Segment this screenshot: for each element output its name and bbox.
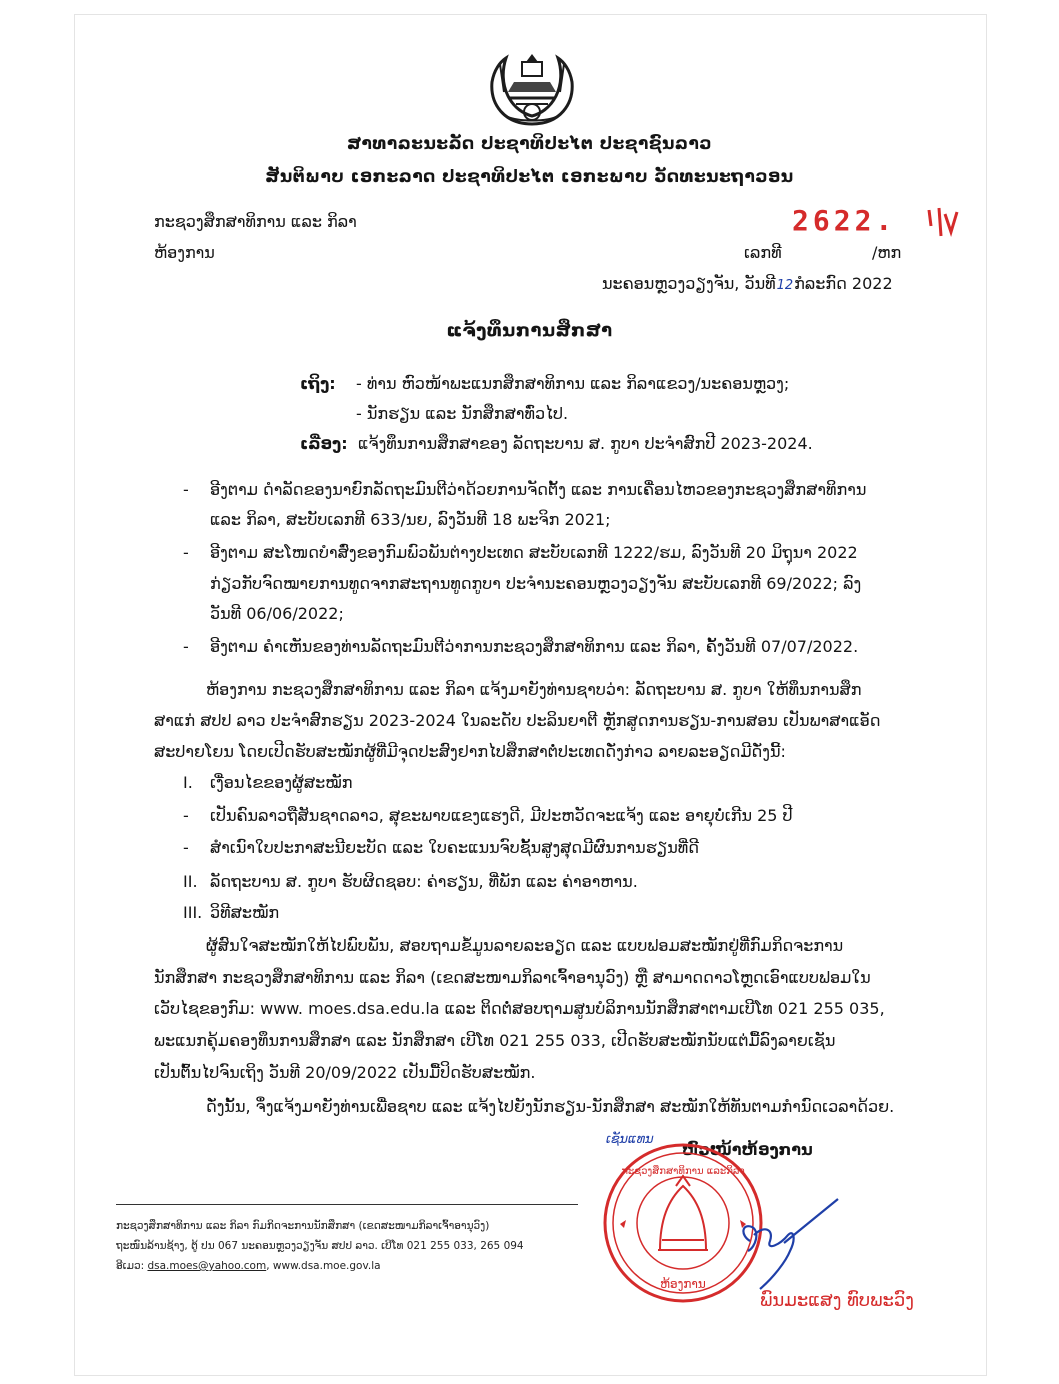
seal-top-text: ກະຊວງສຶກສາທິການ ແລະກິລາ [621,1166,745,1177]
section-1-bullet-2: - [183,838,189,857]
ref-1-line-2: ແລະ ກິລາ, ສະບັບເລກທີ 633/ນຍ, ລົງວັນທີ 18 ພະຈິກ 2021; [210,510,611,529]
ministry-name: ກະຊວງສຶກສາທິການ ແລະ ກິລາ [154,212,357,231]
footer-website: , www.dsa.moe.gov.la [266,1260,381,1272]
section-1-item-2: ສໍາເນົາໃບປະກາສະນີຍະບັດ ແລະ ໃບຄະແນນຈົບຊັ້ນສູງສຸດມີຜົນການຮຽນທີ່ດີ [210,838,699,857]
to-label: ເຖິງ: [300,374,336,393]
section-1-bullet-1: - [183,806,189,825]
national-emblem [486,52,578,128]
on-behalf-handwritten: ເຊັນແທນ [606,1132,654,1147]
body-1-line-3: ສະປາຍໂຍນ ໂດຍເປີດຮັບສະໝັກຜູ້ທີ່ມີຈຸດປະສົງຢາກໄປສຶກສາຕໍ່ປະເທດດັ່ງກ່າວ ລາຍລະອຽດມີດັ່ງນີ້: [154,742,786,761]
signatory-position: ຫົວໜ້າຫ້ອງການ [682,1140,813,1159]
document-number: 2622. [792,204,897,237]
body-2-line-4: ພະແນກຄຸ້ມຄອງທຶນການສຶກສາ ແລະ ນັກສຶກສາ ເບີໂທ 021 255 033, ເປີດຮັບສະໝັກນັບແຕ່ມື້ລົງລາຍເຊັນ [154,1031,836,1050]
section-3-title: ວິທີສະໝັກ [210,903,280,922]
footer-email-label: ອີເມວ: [116,1260,145,1272]
subject-label: ເລື່ອງ: [300,434,348,453]
section-2-number: II. [183,872,198,891]
office-name: ຫ້ອງການ [154,243,215,262]
place-date [602,274,893,293]
national-motto: ສັນຕິພາບ ເອກະລາດ ປະຊາທິປະໄຕ ເອກະພາບ ວັດທະນະຖາວອນ [265,167,794,187]
section-1-number: I. [183,773,193,792]
handwritten-day: 12 [776,278,794,293]
ref-3-line-1: ອີງຕາມ ຄໍາເຫັນຂອງທ່ານລັດຖະມົນຕີວ່າການກະຊວງສຶກສາທິການ ແລະ ກິລາ, ຄັ້ງວັນທີ 07/07/2022. [210,637,859,656]
country-name: ສາທາລະນະລັດ ປະຊາທິປະໄຕ ປະຊາຊົນລາວ [347,134,712,154]
doc-number-suffix: /ຫກ [872,243,902,262]
seal-bottom-text: ຫ້ອງການ [660,1277,706,1291]
footer-line-2: ຖະໜົນລ້ານຊ້າງ, ຕູ້ ປນ 067 ນະຄອນຫຼວງວຽງຈັນ ສປປ ລາວ. ເບີໂທ 021 255 033, 265 094 [116,1240,524,1252]
doc-number-label: ເລກທີ [744,243,782,262]
body-2-line-1: ຜູ້ສົນໃຈສະໝັກໃຫ້ໄປພົບພັນ, ສອບຖາມຂໍ້ມູນລາຍລະອຽດ ແລະ ແບບຟອມສະໝັກຢູ່ທີ່ກົມກິດຈະການ [206,936,844,955]
ref-2-line-2: ກ່ຽວກັບຈົດໝາຍການທູດຈາກສະຖານທູດກູບາ ປະຈໍານະຄອນຫຼວງວຽງຈັນ ສະບັບເລກທີ 69/2022; ລົງ [210,574,862,593]
ref-1-line-1: ອີງຕາມ ດໍາລັດຂອງນາຍົກລັດຖະມົນຕີວ່າດ້ວຍການຈັດຕັ້ງ ແລະ ການເຄື່ອນໄຫວຂອງກະຊວງສຶກສາທິການ [210,480,867,499]
body-1-line-1: ຫ້ອງການ ກະຊວງສຶກສາທິການ ແລະ ກິລາ ແຈ້ງມາຍັງທ່ານຊາບວ່າ: ລັດຖະບານ ສ. ກູບາ ໃຫ້ທຶນການສຶກ [206,680,862,699]
closing-text: ດັ່ງນັ້ນ, ຈຶ່ງແຈ້ງມາຍັງທ່ານເພື່ອຊາບ ແລະ ແຈ້ງໄປຍັງນັກຮຽນ-ນັກສຶກສາ ສະໝັກໃຫ້ທັນຕາມກໍານົດເວລາດ້ວຍ. [206,1097,895,1116]
signatory-name: ພົນມະແສງ ທົບພະວົງ [760,1290,914,1311]
place-date-month: ກໍລະກົດ 2022 [794,274,893,293]
handwritten-signature [730,1195,850,1295]
ref-2-line-3: ວັນທີ 06/06/2022; [210,604,344,623]
section-1-item-1: ເປັນຄົນລາວຖືສັນຊາດລາວ, ສຸຂະພາບແຂງແຮງດີ, ມີປະຫວັດຈະແຈ້ງ ແລະ ອາຍຸບໍ່ເກີນ 25 ປີ [210,806,793,825]
ref-2-line-1: ອີງຕາມ ສະໂໜດບໍາສົ່ງຂອງກົມພົວພັນຕ່າງປະເທດ ສະບັບເລກທີ 1222/ຮມ, ລົງວັນທີ 20 ມິຖຸນາ 2022 [210,543,858,562]
body-2-line-2: ນັກສຶກສາ ກະຊວງສຶກສາທິການ ແລະ ກິລາ (ເຂດສະໜາມກິລາເຈົ້າອານຸວົງ) ຫຼື ສາມາດດາວໂຫຼດເອົາແບບຟອມໃນ [154,968,871,987]
footer-divider [116,1204,578,1205]
to-line-1: - ທ່ານ ຫົວໜ້າພະແນກສຶກສາທິການ ແລະ ກິລາແຂວງ/ນະຄອນຫຼວງ; [356,374,790,393]
ref-bullet-1: - [183,480,189,499]
ref-bullet-2: - [183,543,189,562]
ref-bullet-3: - [183,637,189,656]
section-1-title: ເງື່ອນໄຂຂອງຜູ້ສະໝັກ [210,773,353,792]
subject-text: ແຈ້ງທຶນການສຶກສາຂອງ ລັດຖະບານ ສ. ກູບາ ປະຈໍາສົກປີ 2023-2024. [358,434,813,453]
section-3-number: III. [183,903,203,922]
to-line-2: - ນັກຮຽນ ແລະ ນັກສຶກສາທົ່ວໄປ. [356,404,569,423]
body-1-line-2: ສາແກ່ ສປປ ລາວ ປະຈໍາສົກຮຽນ 2023-2024 ໃນລະດັບ ປະລິນຍາຕີ ຫຼັກສູດການຮຽນ-ການສອນ ເປັນພາສາແອັດ [154,711,881,730]
place-date-prefix: ນະຄອນຫຼວງວຽງຈັນ, ວັນທີ [602,274,776,293]
section-2-text: ລັດຖະບານ ສ. ກູບາ ຮັບຜິດຊອບ: ຄ່າຮຽນ, ທີ່ພັກ ແລະ ຄ່າອາຫານ. [210,872,638,891]
body-2-line-3: ເວັບໄຊຂອງກົມ: www. moes.dsa.edu.la ແລະ ຕິດຕໍ່ສອບຖາມສູນບໍລິການນັກສຶກສາຕາມເບີໂທ 021 255 035, [154,999,885,1018]
document-title: ແຈ້ງທຶນການສຶກສາ [446,320,613,341]
footer-line-1: ກະຊວງສຶກສາທິການ ແລະ ກິລາ ກົມກິດຈະການນັກສຶກສາ (ເຂດສະໜາມກິລາເຈົ້າອານຸວົງ) [116,1220,490,1232]
handwritten-mark [925,206,965,242]
footer-email-link[interactable]: dsa.moes@yahoo.com [147,1260,267,1272]
footer-line-3 [116,1260,381,1272]
body-2-line-5: ເປັນຕົ້ນໄປຈົນເຖິງ ວັນທີ 20/09/2022 ເປັນມື້ປິດຮັບສະໝັກ. [154,1063,536,1082]
